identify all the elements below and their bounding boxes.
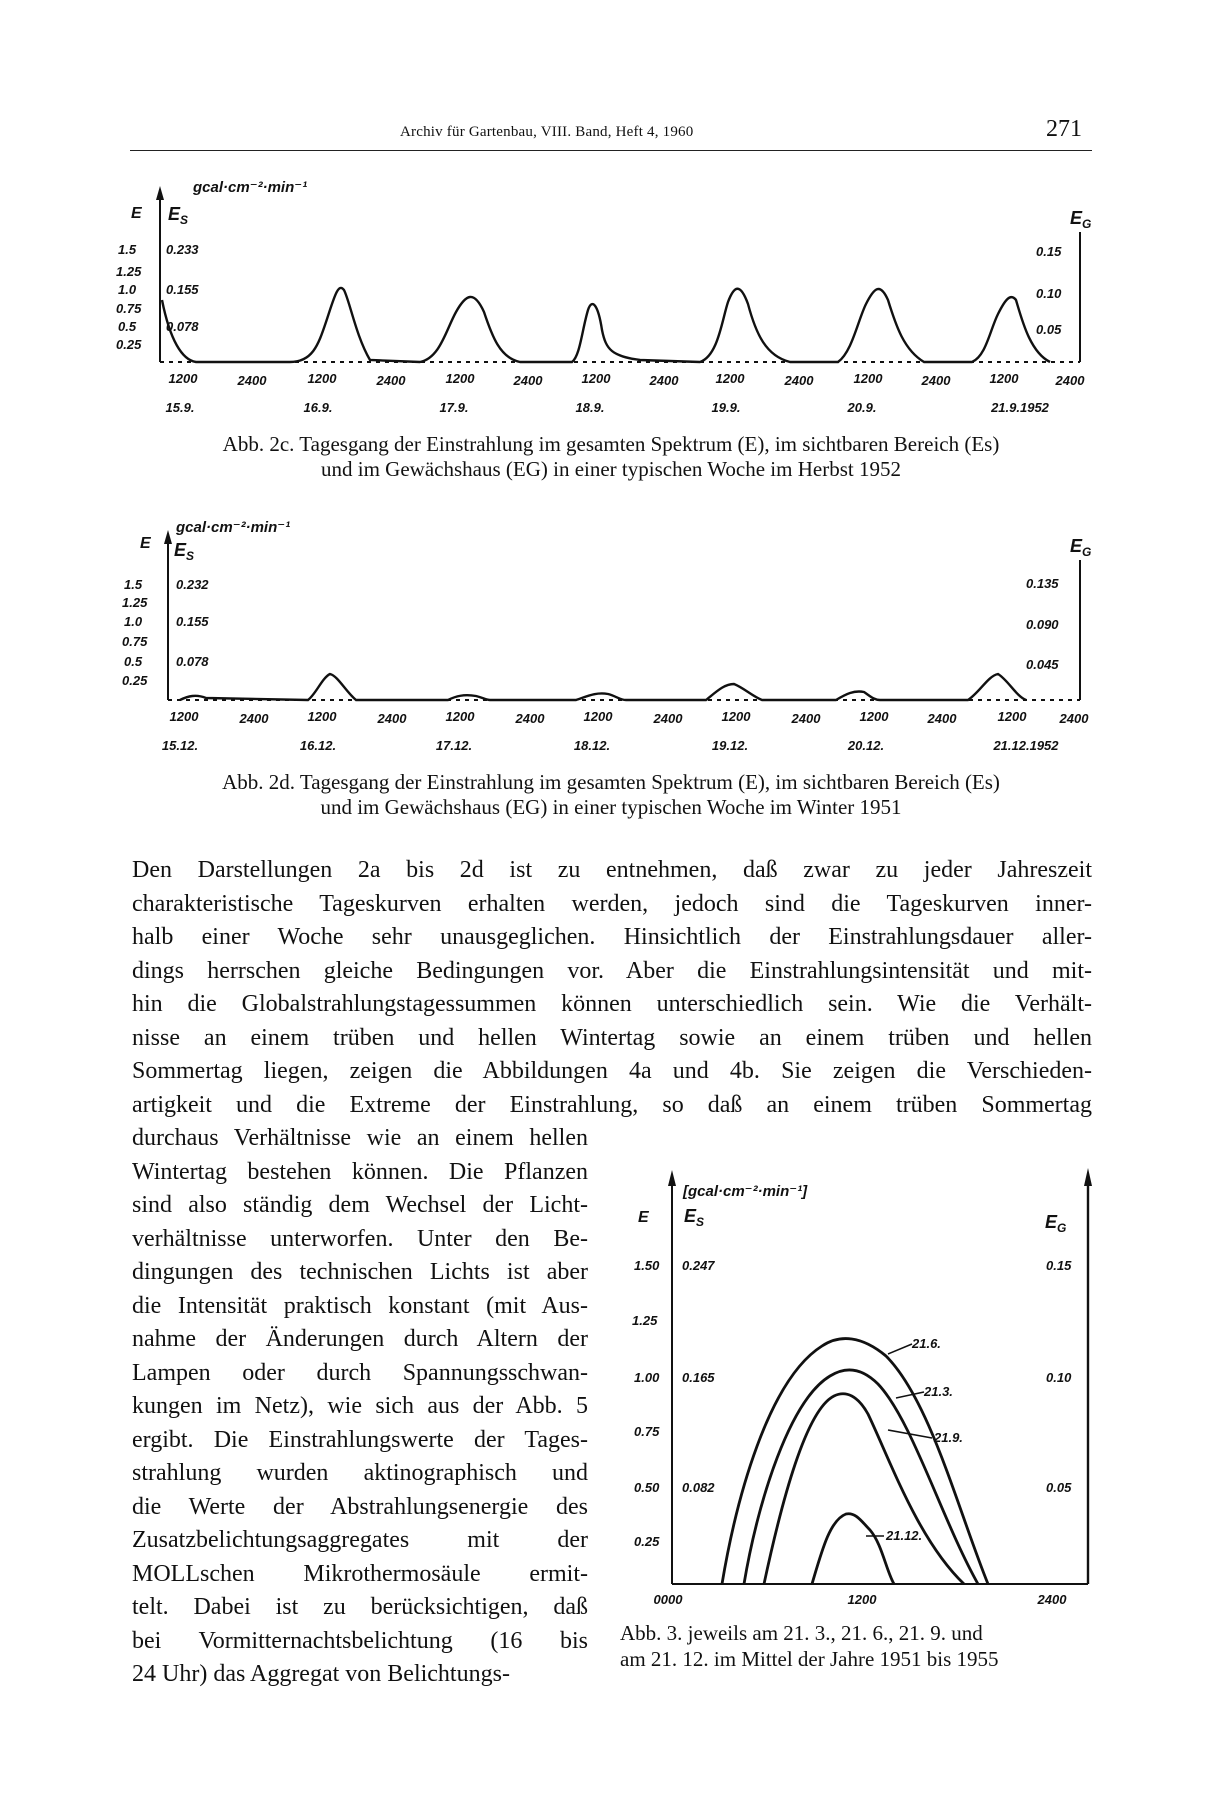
fig2d-x-tick: 2400 xyxy=(1059,711,1089,726)
body-line: bei Vormitternachtsbelichtung (16 bis xyxy=(132,1627,588,1654)
fig2d-date: 19.12. xyxy=(711,738,749,753)
body-line: strahlung wurden aktinographisch und xyxy=(132,1460,588,1486)
fig2c-date: 15.9. xyxy=(165,400,195,415)
fig2c-date: 18.9. xyxy=(575,400,605,415)
body-line: verhältnisse unterworfen. Unter den Be- xyxy=(132,1225,588,1252)
body-line: die Intensität praktisch konstant (mit Aus- xyxy=(132,1292,588,1319)
fig3-axis-label-es: $E_S$ xyxy=(684,1206,705,1229)
fig3-axis-label-e: E xyxy=(638,1209,649,1226)
fig2c-mid-tick: 0.233 xyxy=(166,242,199,257)
page-number: 271 xyxy=(1046,116,1082,142)
body-line: Den Darstellungen 2a bis 2d ist zu entnehmen, daß zwar zu jeder Jahreszeit xyxy=(132,857,1092,883)
fig2c-left-tick: 0.25 xyxy=(116,337,142,352)
fig3-mid-tick: 0.247 xyxy=(682,1258,715,1273)
fig2c-unit: gcal·cm⁻²·min⁻¹ xyxy=(193,179,308,196)
fig3-curve-label: 21.12. xyxy=(886,1528,923,1543)
fig2d-x-tick: 2400 xyxy=(927,711,957,726)
fig2c-mid-tick: 0.078 xyxy=(166,319,199,334)
fig3-x-tick: 1200 xyxy=(847,1592,877,1607)
fig2d-date: 15.12. xyxy=(161,738,199,753)
body-line: dings herrschen gleiche Bedingungen vor. Aber die Einstrahlungsintensität und mit- xyxy=(132,957,1092,984)
fig2d-left-tick: 1.5 xyxy=(124,577,143,592)
fig3-left-ticks xyxy=(632,1258,660,1549)
fig2d-x-tick: 1200 xyxy=(997,709,1027,724)
fig2c-date: 17.9. xyxy=(439,400,469,415)
fig2d-date: 20.12. xyxy=(847,738,885,753)
fig2d-caption-line1: Abb. 2d. Tagesgang der Einstrahlung im gesamten Spektrum (E), im sichtbaren Bereich (Es) xyxy=(222,770,1000,794)
fig2d-right-tick: 0.045 xyxy=(1026,657,1059,672)
fig3-curve-label: 21.9. xyxy=(934,1430,963,1445)
fig2d-date: 17.12. xyxy=(435,738,473,753)
fig2c-left-tick: 1.0 xyxy=(118,282,137,297)
running-header: Archiv für Gartenbau, VIII. Band, Heft 4, 1960 xyxy=(400,124,694,140)
fig2c-axis-label-es: $E_S$ xyxy=(168,204,189,227)
fig2c-x-tick: 2400 xyxy=(513,373,543,388)
fig2c-x-tick: 1200 xyxy=(715,371,745,386)
fig2c-x-tick: 1200 xyxy=(989,371,1019,386)
body-line: dingungen des technischen Lichts ist aber xyxy=(132,1259,588,1285)
fig3-axis-label-eg: $E_G$ xyxy=(1045,1212,1067,1235)
body-line: halb einer Woche sehr unausgeglichen. Hinsichtlich der Einstrahlungsdauer aller- xyxy=(132,924,1092,950)
body-line: ergibt. Die Einstrahlungswerte der Tages- xyxy=(132,1426,588,1453)
body-line: telt. Dabei ist zu berücksichtigen, daß xyxy=(132,1594,588,1620)
body-line: nisse an einem trüben und hellen Wintertag sowie an einem trüben und hellen xyxy=(132,1024,1092,1051)
fig2d-mid-tick: 0.078 xyxy=(176,654,209,669)
fig2d-x-tick: 2400 xyxy=(653,711,683,726)
fig3-curves xyxy=(722,1339,988,1584)
fig3-right-tick: 0.15 xyxy=(1046,1258,1072,1273)
fig2c-x-tick: 2400 xyxy=(1055,373,1085,388)
fig2c-x-tick: 1200 xyxy=(445,371,475,386)
body-line: Sommertag liegen, zeigen die Abbildungen 4a und 4b. Sie zeigen die Verschieden- xyxy=(132,1058,1092,1084)
fig3-right-arrow xyxy=(1084,1168,1092,1186)
fig2c-date: 21.9.1952 xyxy=(991,400,1049,415)
fig2d-x-tick: 2400 xyxy=(791,711,821,726)
body-line: 24 Uhr) das Aggregat von Belichtungs- xyxy=(132,1661,510,1687)
body-line: MOLLschen Mikrothermosäule ermit- xyxy=(132,1560,588,1587)
fig2d-left-tick: 0.25 xyxy=(122,673,148,688)
fig2d-right-tick: 0.135 xyxy=(1026,576,1059,591)
fig3-curve-label: 21.3. xyxy=(924,1384,953,1399)
fig2c-caption-line1: Abb. 2c. Tagesgang der Einstrahlung im gesamten Spektrum (E), im sichtbaren Bereich (Es) xyxy=(222,432,1000,456)
fig2c-caption-line2: und im Gewächshaus (EG) in einer typischen Woche im Herbst 1952 xyxy=(321,457,901,481)
fig2c-left-tick: 0.5 xyxy=(118,319,137,334)
fig2c-x-tick: 2400 xyxy=(237,373,267,388)
fig2d-axis-label-eg: $E_G$ xyxy=(1070,536,1092,559)
fig3-mid-tick: 0.165 xyxy=(682,1370,715,1385)
fig3-left-arrow xyxy=(668,1170,676,1186)
fig3-x-tick: 0000 xyxy=(653,1592,683,1607)
body-line: Zusatzbelichtungsaggregates mit der xyxy=(132,1527,588,1553)
fig2c-x-tick: 1200 xyxy=(853,371,883,386)
fig2c-mid-tick: 0.155 xyxy=(166,282,199,297)
fig2d-x-tick: 1200 xyxy=(583,709,613,724)
fig3-right-tick: 0.05 xyxy=(1046,1480,1072,1495)
fig2c-date: 16.9. xyxy=(303,400,333,415)
fig2d-caption-line2: und im Gewächshaus (EG) in einer typischen Woche im Winter 1951 xyxy=(320,795,902,819)
fig2d-x-tick: 1200 xyxy=(307,709,337,724)
fig2c-right-tick: 0.10 xyxy=(1036,286,1062,301)
fig2c-x-tick: 1200 xyxy=(581,371,611,386)
fig2d-x-tick: 1200 xyxy=(445,709,475,724)
body-line: hin die Globalstrahlungstagessummen können unterschiedlich sein. Wie die Verhält- xyxy=(132,991,1092,1017)
fig3-caption-line2: am 21. 12. im Mittel der Jahre 1951 bis 1955 xyxy=(620,1647,999,1671)
fig2c-left-tick: 1.5 xyxy=(118,242,137,257)
fig2c-x-tick: 1200 xyxy=(307,371,337,386)
fig3-left-tick: 1.00 xyxy=(634,1370,660,1385)
fig2d-left-tick: 1.0 xyxy=(124,614,143,629)
fig3-curve-21-6 xyxy=(722,1339,988,1584)
fig2c-x-tick: 2400 xyxy=(376,373,406,388)
fig2c-x-tick: 2400 xyxy=(784,373,814,388)
fig3-curve-label: 21.6. xyxy=(912,1336,941,1351)
fig2d-x-tick: 1200 xyxy=(859,709,889,724)
fig3-x-ticks xyxy=(654,1592,1068,1607)
fig3-left-tick: 0.50 xyxy=(634,1480,660,1495)
fig2d-axis-label-es: $E_S$ xyxy=(174,540,195,563)
fig2d-left-tick: 0.75 xyxy=(122,634,148,649)
fig2d-unit: gcal·cm⁻²·min⁻¹ xyxy=(176,519,291,536)
fig2c-left-tick: 0.75 xyxy=(116,301,142,316)
fig3-left-tick: 0.25 xyxy=(634,1534,660,1549)
fig2c-date: 20.9. xyxy=(847,400,877,415)
fig3-mid-tick: 0.082 xyxy=(682,1480,715,1495)
fig2d-right-tick: 0.090 xyxy=(1026,617,1059,632)
fig3-caption xyxy=(620,1620,1094,1672)
fig3-mid-ticks xyxy=(682,1258,715,1495)
fig2d-x-tick: 1200 xyxy=(721,709,751,724)
fig3-caption-line1: Abb. 3. jeweils am 21. 3., 21. 6., 21. 9. und xyxy=(620,1621,983,1645)
fig2c-date: 19.9. xyxy=(711,400,741,415)
fig2d-x-tick: 2400 xyxy=(239,711,269,726)
fig2c-x-tick: 1200 xyxy=(168,371,198,386)
fig2d-x-tick: 1200 xyxy=(169,709,199,724)
fig2d-date: 18.12. xyxy=(573,738,611,753)
fig2c-axis-label-eg: $E_G$ xyxy=(1070,208,1092,231)
fig2d-date: 21.12.1952 xyxy=(993,738,1059,753)
body-line: charakteristische Tageskurven erhalten werden, jedoch sind die Tageskurven inner- xyxy=(132,890,1092,917)
fig3-left-tick: 1.50 xyxy=(634,1258,660,1273)
body-line: kungen im Netz), wie sich aus der Abb. 5 xyxy=(132,1393,588,1419)
fig3-left-tick: 0.75 xyxy=(634,1424,660,1439)
fig2c-right-tick: 0.15 xyxy=(1036,244,1062,259)
fig2d-mid-tick: 0.232 xyxy=(176,577,209,592)
fig3-right-ticks xyxy=(1046,1258,1072,1495)
fig2d-x-tick: 2400 xyxy=(515,711,545,726)
fig3-x-tick: 2400 xyxy=(1037,1592,1067,1607)
fig2c-x-tick: 2400 xyxy=(649,373,679,388)
body-line: nahme der Änderungen durch Altern der xyxy=(132,1326,588,1352)
fig2d-date: 16.12. xyxy=(299,738,337,753)
fig3-unit: [gcal·cm⁻²·min⁻¹] xyxy=(683,1183,808,1200)
fig2d-mid-tick: 0.155 xyxy=(176,614,209,629)
body-line: die Werte der Abstrahlungsenergie des xyxy=(132,1493,588,1520)
body-line: Wintertag bestehen können. Die Pflanzen xyxy=(132,1158,588,1185)
body-line: Lampen oder durch Spannungsschwan- xyxy=(132,1359,588,1386)
body-line: sind also ständig dem Wechsel der Licht- xyxy=(132,1192,588,1218)
fig2d-left-tick: 0.5 xyxy=(124,654,143,669)
fig2d-axis-label-e: E xyxy=(140,535,151,552)
fig3-right-tick: 0.10 xyxy=(1046,1370,1072,1385)
fig2c-axis-label-e: E xyxy=(131,205,142,222)
fig3-curve-21-12 xyxy=(812,1514,894,1584)
body-line: artigkeit und die Extreme der Einstrahlung, so daß an einem trüben Sommertag xyxy=(132,1091,1092,1118)
fig2c-left-tick: 1.25 xyxy=(116,264,142,279)
fig2c-right-tick: 0.05 xyxy=(1036,322,1062,337)
fig3-left-tick: 1.25 xyxy=(632,1313,658,1328)
fig2d-x-tick: 2400 xyxy=(377,711,407,726)
fig2c-x-tick: 2400 xyxy=(921,373,951,388)
body-line: durchaus Verhältnisse wie an einem hellen xyxy=(132,1125,588,1151)
fig2d-left-tick: 1.25 xyxy=(122,595,148,610)
